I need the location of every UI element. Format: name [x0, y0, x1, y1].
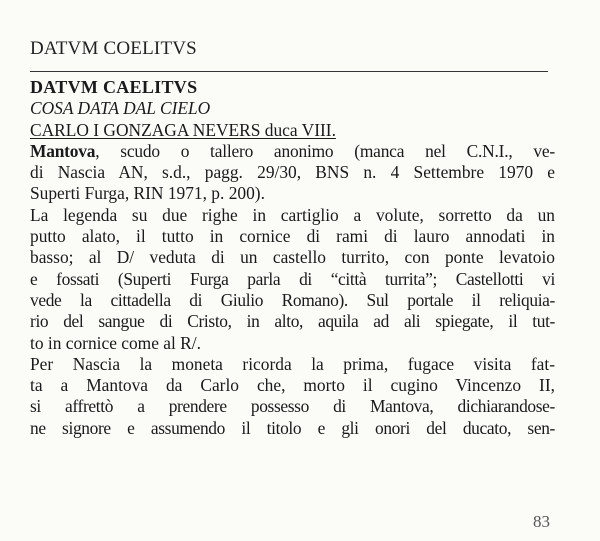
- paragraph-nascia: [30, 354, 555, 439]
- paragraph-line: vede la cittadella di Giulio Romano). Sul portale il reliquia-: [30, 289, 555, 310]
- paragraph-line: e fossati (Superti Furga parla di “città turrita”; Castellotti vi: [30, 268, 555, 289]
- article-title: DATVM CAELITVS: [30, 77, 198, 97]
- paragraph-line: Superti Furga, RIN 1971, p. 200).: [30, 183, 265, 204]
- paragraph-legend: [30, 205, 555, 354]
- header-rule: [30, 71, 548, 72]
- paragraph-line: putto alato, il tutto in cornice di rami di lauro annodati in: [30, 226, 555, 247]
- paragraph-line: ta a Mantova da Carlo che, morto il cugino Vincenzo II,: [30, 375, 555, 396]
- paragraph-line-text: , scudo o tallero anonimo (manca nel C.N.I., ve-: [95, 140, 555, 161]
- paragraph-line: si affrettò a prendere possesso di Mantova, dichiarandose-: [30, 396, 555, 417]
- paragraph-description: [30, 141, 555, 205]
- paragraph-line: rio del sangue di Cristo, in alto, aquila ad ali spiegate, il tut-: [30, 311, 555, 332]
- paragraph-line: ne signore e assumendo il titolo e gli onori del ducato, sen-: [30, 417, 555, 438]
- ruler-line: [30, 120, 555, 141]
- paragraph-line: to in cornice come al R/.: [30, 332, 201, 353]
- paragraph-line: La legenda su due righe in cartiglio a volute, sorretto da un: [30, 204, 555, 225]
- article-body: [30, 77, 555, 439]
- page-number: 83: [533, 512, 550, 531]
- paragraph-line: Per Nascia la moneta ricorda la prima, fugace visita fat-: [30, 353, 555, 374]
- ruler-name: CARLO I GONZAGA NEVERS duca VIII.: [30, 119, 336, 140]
- running-head: DATVM COELITVS: [30, 38, 197, 59]
- paragraph-line: [30, 141, 555, 162]
- paragraph-line: basso; al D/ veduta di un castello turrito, con ponte levatoio: [30, 247, 555, 268]
- paragraph-line: di Nascia AN, s.d., pagg. 29/30, BNS n. 4 Settembre 1970 e: [30, 162, 555, 183]
- article-subtitle: COSA DATA DAL CIELO: [30, 98, 211, 119]
- place-name: Mantova: [30, 140, 96, 161]
